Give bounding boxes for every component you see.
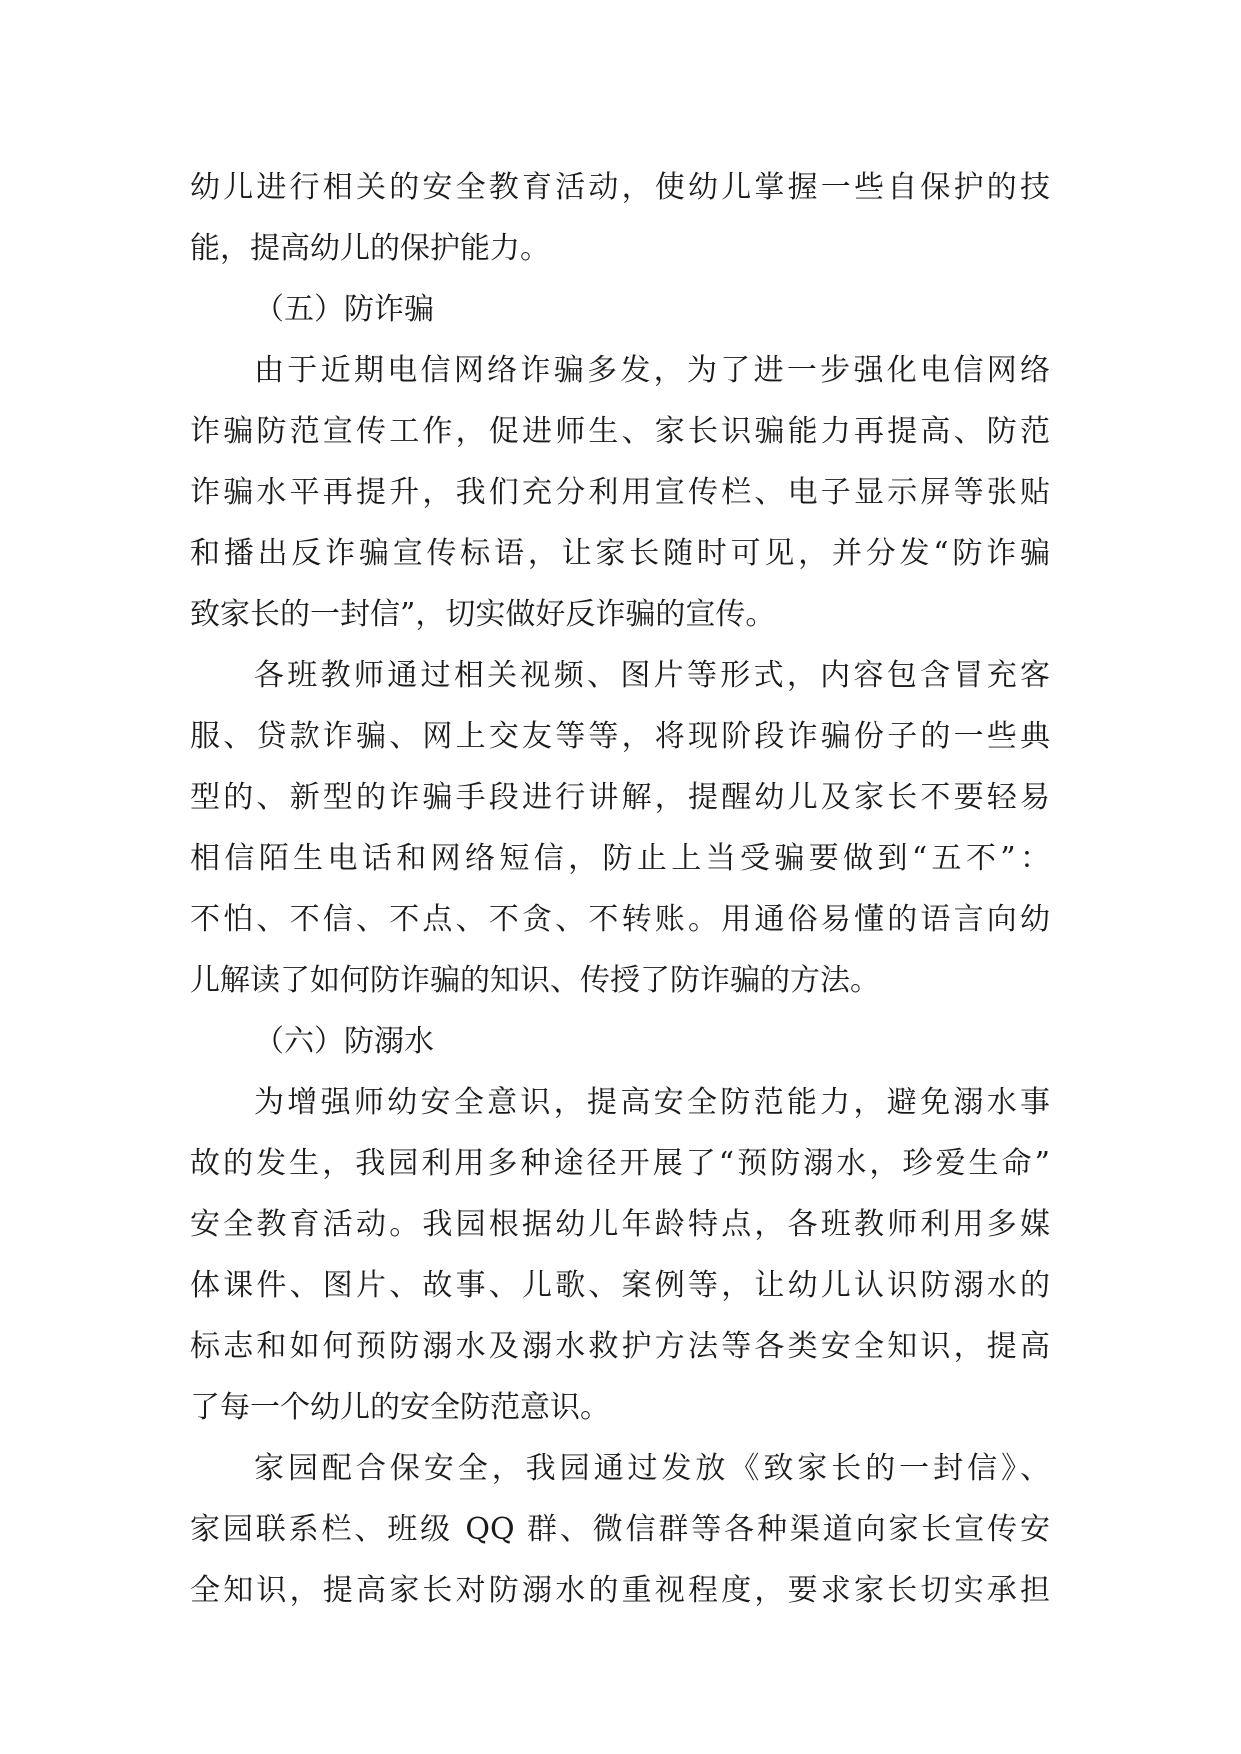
text-line: 各班教师通过相关视频、图片等形式，内容包含冒充客 <box>254 658 1050 693</box>
text-line: 诈骗水平再提升，我们充分利用宣传栏、电子显示屏等张贴 <box>190 475 1050 510</box>
text-line: （五）防诈骗 <box>254 292 434 327</box>
text-line: 服、贷款诈骗、网上交友等等，将现阶段诈骗份子的一些典 <box>190 719 1050 754</box>
text-line: 故的发生，我园利用多种途径开展了“预防溺水，珍爱生命” <box>190 1146 1050 1181</box>
text-line: 家园联系栏、班级 QQ 群、微信群等各种渠道向家长宣传安 <box>190 1512 1050 1547</box>
text-line: （六）防溺水 <box>254 1024 434 1059</box>
text-line: 相信陌生电话和网络短信，防止上当受骗要做到“五不”： <box>190 841 1050 876</box>
text-line: 全知识，提高家长对防溺水的重视程度，要求家长切实承担 <box>190 1573 1050 1608</box>
text-line: 诈骗防范宣传工作，促进师生、家长识骗能力再提高、防范 <box>190 414 1050 449</box>
text-line: 不怕、不信、不点、不贪、不转账。用通俗易懂的语言向幼 <box>190 902 1050 937</box>
text-line: 了每一个幼儿的安全防范意识。 <box>190 1390 610 1425</box>
text-line: 能，提高幼儿的保护能力。 <box>190 231 550 266</box>
text-line: 儿解读了如何防诈骗的知识、传授了防诈骗的方法。 <box>190 963 880 998</box>
text-line: 由于近期电信网络诈骗多发，为了进一步强化电信网络 <box>254 353 1050 388</box>
text-line: 家园配合保安全，我园通过发放《致家长的一封信》、 <box>254 1451 1050 1486</box>
text-line: 体课件、图片、故事、儿歌、案例等，让幼儿认识防溺水的 <box>190 1268 1050 1303</box>
document-body <box>190 157 1050 1621</box>
text-line: 幼儿进行相关的安全教育活动，使幼儿掌握一些自保护的技 <box>190 170 1050 205</box>
text-line: 和播出反诈骗宣传标语，让家长随时可见，并分发“防诈骗 <box>190 536 1050 571</box>
text-line: 安全教育活动。我园根据幼儿年龄特点，各班教师利用多媒 <box>190 1207 1050 1242</box>
text-line: 为增强师幼安全意识，提高安全防范能力，避免溺水事 <box>254 1085 1050 1120</box>
text-line: 型的、新型的诈骗手段进行讲解，提醒幼儿及家长不要轻易 <box>190 780 1050 815</box>
text-line: 标志和如何预防溺水及溺水救护方法等各类安全知识，提高 <box>190 1329 1050 1364</box>
text-line: 致家长的一封信”，切实做好反诈骗的宣传。 <box>190 597 776 632</box>
